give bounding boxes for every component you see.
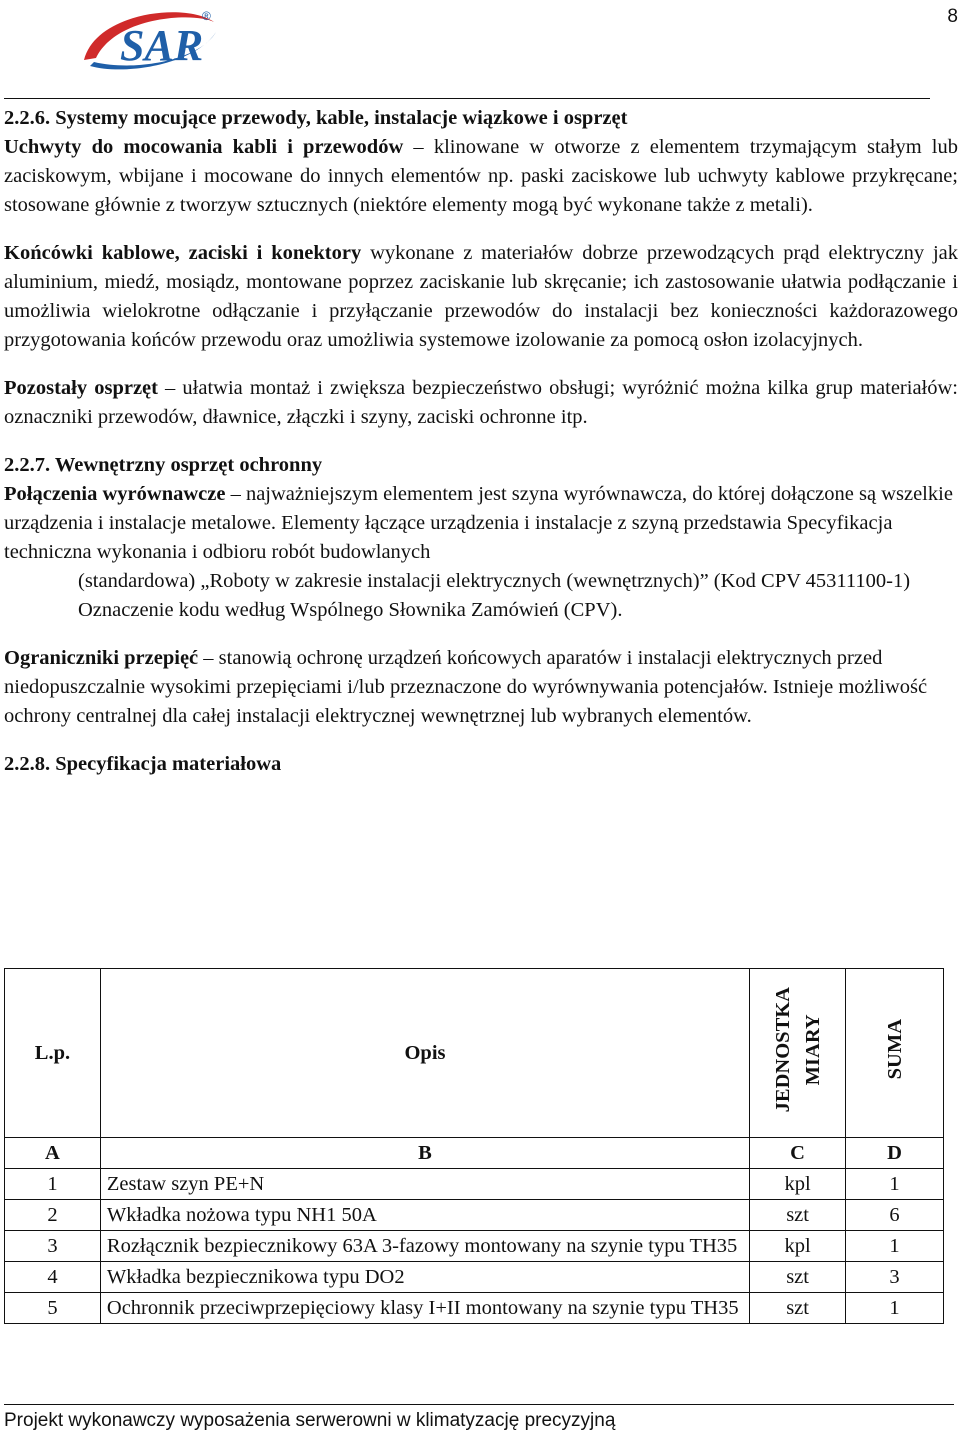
paragraph-cable-holders: Uchwyty do mocowania kabli i przewodów – klinowane w otworze z elementem trzymającym stałym lub zaciskowym, wbijane i mocowane do innych elementów np. paski zaciskowe lub uchwyty kablowe przykręcane; stosowane głównie z tworzyw sztucznych (niektóre elementy mogą być wykonane także z metali). [4, 136, 958, 216]
header-sum: SUMA [846, 969, 944, 1138]
table-row: 5 Ochronnik przeciwprzepięciowy klasy I+II montowany na szynie typu TH35 szt 1 [5, 1293, 944, 1324]
table-letter-row: A B C D [5, 1138, 944, 1169]
table-row: 4 Wkładka bezpiecznikowa typu DO2 szt 3 [5, 1262, 944, 1293]
svg-text:®: ® [202, 9, 211, 23]
section-heading-228: 2.2.8. Specyfikacja materiałowa [4, 753, 282, 775]
document-body [4, 104, 958, 779]
page-number: 8 [947, 6, 958, 27]
term-equipotential: Połączenia wyrównawcze [4, 483, 226, 505]
table-row: 3 Rozłącznik bezpiecznikowy 63A 3-fazowy montowany na szynie typu TH35 kpl 1 [5, 1231, 944, 1262]
table-row: 1 Zestaw szyn PE+N kpl 1 [5, 1169, 944, 1200]
table-header-row [5, 969, 944, 1138]
table-row: 2 Wkładka nożowa typu NH1 50A szt 6 [5, 1200, 944, 1231]
paragraph-other-fittings: Pozostały osprzęt – ułatwia montaż i zwiększa bezpieczeństwo obsługi; wyróżnić można kilka grup materiałów: oznaczniki przewodów, dławnice, złączki i szyny, zaciski ochronne itp. [4, 377, 959, 428]
paragraph-equipotential-cont: (standardowa) „Roboty w zakresie instalacji elektrycznych (wewnętrznych)” (Kod CPV 45311100-1) Oznaczenie kodu według Wspólnego Słownika Zamówień (CPV). [78, 570, 911, 621]
header-opis: Opis [100, 969, 749, 1138]
footer-divider [4, 1404, 954, 1405]
term-surge-arresters: Ograniczniki przepięć [4, 647, 199, 669]
material-specification-table [4, 968, 944, 1324]
header-lp: L.p. [5, 969, 101, 1138]
company-logo [76, 2, 224, 78]
paragraph-cable-lugs: Końcówki kablowe, zaciski i konektory wykonane z materiałów dobrze przewodzących prąd elektryczny jak aluminium, miedź, mosiądz, montowane poprzez zaciskanie lub skręcanie; ich zastosowanie ułatwia podłączanie i umożliwia wielokrotne odłączanie i przyłączanie przewodów do instalacji bez konieczności każdorazowego przygotowania końców przewodu oraz umożliwia systemowe izolowanie za pomocą osłon izolacyjnych. [4, 242, 958, 351]
logo-wordmark: SAR [120, 21, 204, 70]
paragraph-surge-arresters: Ograniczniki przepięć – stanowią ochronę urządzeń końcowych aparatów i instalacji elektrycznych przed niedopuszczalnie wysokimi przepięciami i/lub przeznaczone do wyrównywania potencjałów. Istnieje możliwość ochrony centralnej dla całej instalacji elektrycznej wewnętrznej lub wybranych elementów. [4, 647, 928, 727]
term-other-fittings: Pozostały osprzęt [4, 377, 158, 399]
term-cable-holders: Uchwyty do mocowania kabli i przewodów [4, 136, 404, 158]
page-footer: Projekt wykonawczy wyposażenia serwerowni w klimatyzację precyzyjną [4, 1410, 616, 1431]
term-cable-lugs: Końcówki kablowe, zaciski i konektory [4, 242, 362, 264]
section-heading-227: 2.2.7. Wewnętrzny osprzęt ochronny [4, 454, 323, 476]
header-unit: JEDNOSTKA MIARY [750, 969, 846, 1138]
section-heading-226: 2.2.6. Systemy mocujące przewody, kable, instalacje wiązkowe i osprzęt [4, 107, 628, 129]
header-divider [4, 98, 930, 99]
paragraph-equipotential: Połączenia wyrównawcze – najważniejszym elementem jest szyna wyrównawcza, do której dołączone są wszelkie urządzenia i instalacje metalowe. Elementy łączące urządzenia i instalacje z szyną przedstawia Specyfikacja techniczna wykonania i odbioru robót budowlanych [4, 483, 953, 563]
